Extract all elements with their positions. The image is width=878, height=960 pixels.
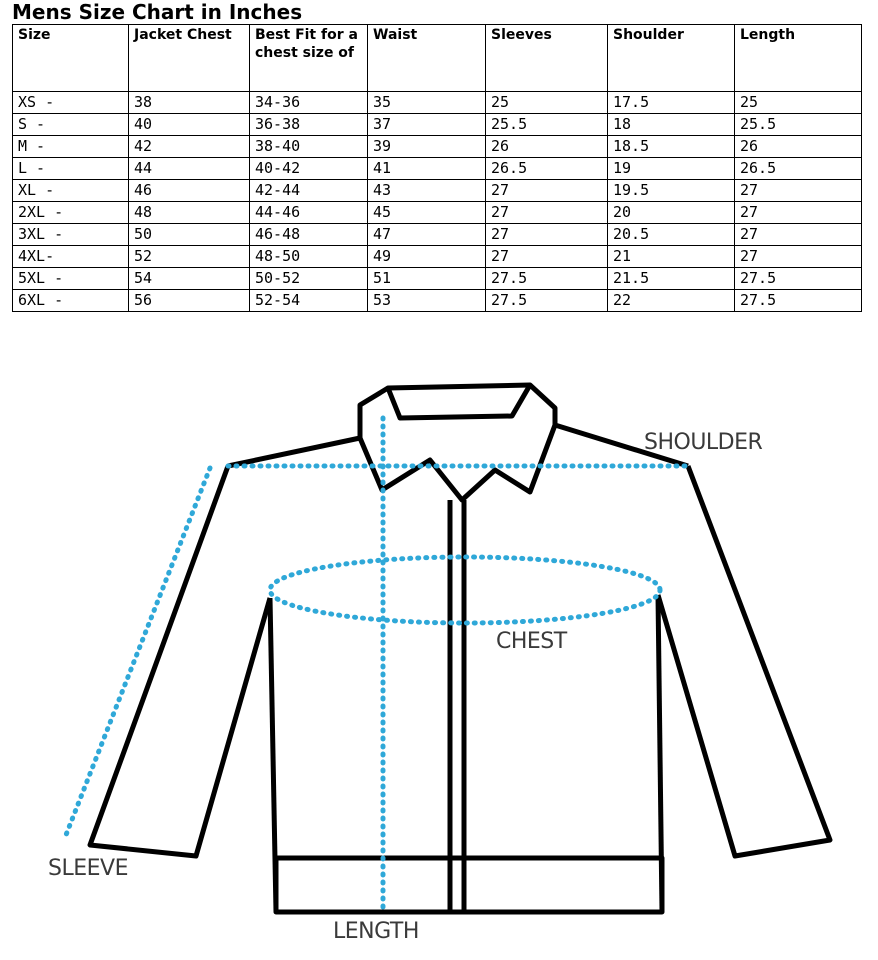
left-sleeve-outline: [90, 466, 270, 856]
table-cell: 39: [368, 136, 486, 158]
table-cell: 26.5: [735, 158, 862, 180]
table-cell: 53: [368, 290, 486, 312]
table-cell: 25: [486, 92, 608, 114]
table-cell: 27: [735, 246, 862, 268]
chart-title: Mens Size Chart in Inches: [12, 0, 303, 24]
table-cell: 26.5: [486, 158, 608, 180]
waistband: [276, 858, 662, 912]
table-cell: 27: [735, 180, 862, 202]
table-cell: 42: [129, 136, 250, 158]
table-row: [13, 268, 862, 290]
jacket-diagram: [0, 370, 878, 960]
zipper: [450, 500, 464, 910]
table-cell: 46: [129, 180, 250, 202]
table-cell: XS -: [13, 92, 129, 114]
table-cell: 45: [368, 202, 486, 224]
table-cell: 26: [735, 136, 862, 158]
table-cell: 27: [735, 224, 862, 246]
table-row: [13, 202, 862, 224]
table-cell: 36-38: [250, 114, 368, 136]
table-cell: 25.5: [486, 114, 608, 136]
table-cell: 47: [368, 224, 486, 246]
table-cell: 42-44: [250, 180, 368, 202]
table-cell: 44: [129, 158, 250, 180]
table-cell: 35: [368, 92, 486, 114]
table-cell: 51: [368, 268, 486, 290]
table-cell: 19.5: [608, 180, 735, 202]
table-row: [13, 246, 862, 268]
table-cell: 18: [608, 114, 735, 136]
header-waist: Waist: [368, 25, 486, 92]
table-row: [13, 114, 862, 136]
table-cell: 52: [129, 246, 250, 268]
table-cell: 3XL -: [13, 224, 129, 246]
table-cell: 54: [129, 268, 250, 290]
table-cell: 2XL -: [13, 202, 129, 224]
table-cell: 37: [368, 114, 486, 136]
header-size: Size: [13, 25, 129, 92]
table-cell: 27: [486, 202, 608, 224]
table-cell: 27.5: [486, 290, 608, 312]
sleeve-measure-line: [64, 468, 210, 840]
table-cell: 40-42: [250, 158, 368, 180]
table-cell: 27: [486, 180, 608, 202]
collar-outline: [360, 385, 555, 500]
table-cell: 48-50: [250, 246, 368, 268]
table-row: [13, 290, 862, 312]
table-cell: 50: [129, 224, 250, 246]
table-cell: 5XL -: [13, 268, 129, 290]
table-cell: 50-52: [250, 268, 368, 290]
table-cell: 40: [129, 114, 250, 136]
table-cell: 21.5: [608, 268, 735, 290]
chest-label: CHEST: [496, 629, 567, 654]
table-cell: 41: [368, 158, 486, 180]
table-cell: 26: [486, 136, 608, 158]
right-sleeve-outline: [658, 466, 830, 856]
table-row: [13, 158, 862, 180]
table-cell: 21: [608, 246, 735, 268]
table-cell: 49: [368, 246, 486, 268]
table-cell: 20.5: [608, 224, 735, 246]
table-cell: M -: [13, 136, 129, 158]
header-jacket-chest: Jacket Chest: [129, 25, 250, 92]
table-cell: 48: [129, 202, 250, 224]
left-shoulder-outline: [228, 438, 360, 466]
table-cell: 27: [486, 246, 608, 268]
table-cell: XL -: [13, 180, 129, 202]
table-cell: 27.5: [486, 268, 608, 290]
table-cell: 56: [129, 290, 250, 312]
sleeve-label: SLEEVE: [48, 856, 128, 881]
table-cell: 18.5: [608, 136, 735, 158]
table-cell: 38-40: [250, 136, 368, 158]
size-table: [12, 24, 862, 312]
table-cell: 25: [735, 92, 862, 114]
table-cell: 38: [129, 92, 250, 114]
table-cell: 34-36: [250, 92, 368, 114]
length-label: LENGTH: [333, 919, 419, 944]
shoulder-label: SHOULDER: [644, 430, 763, 455]
table-cell: 44-46: [250, 202, 368, 224]
table-row: [13, 136, 862, 158]
table-cell: 27: [735, 202, 862, 224]
header-sleeves: Sleeves: [486, 25, 608, 92]
table-cell: 27.5: [735, 268, 862, 290]
table-cell: 4XL-: [13, 246, 129, 268]
table-cell: 20: [608, 202, 735, 224]
table-cell: S -: [13, 114, 129, 136]
table-cell: 25.5: [735, 114, 862, 136]
table-cell: 22: [608, 290, 735, 312]
table-row: [13, 92, 862, 114]
table-cell: 27.5: [735, 290, 862, 312]
header-shoulder: Shoulder: [608, 25, 735, 92]
header-best-fit: Best Fit for a chest size of: [250, 25, 368, 92]
table-cell: 27: [486, 224, 608, 246]
header-length: Length: [735, 25, 862, 92]
table-cell: L -: [13, 158, 129, 180]
table-cell: 43: [368, 180, 486, 202]
table-cell: 46-48: [250, 224, 368, 246]
table-row: [13, 224, 862, 246]
table-header-row: [13, 25, 862, 92]
table-cell: 19: [608, 158, 735, 180]
table-cell: 52-54: [250, 290, 368, 312]
table-cell: 6XL -: [13, 290, 129, 312]
table-row: [13, 180, 862, 202]
table-cell: 17.5: [608, 92, 735, 114]
